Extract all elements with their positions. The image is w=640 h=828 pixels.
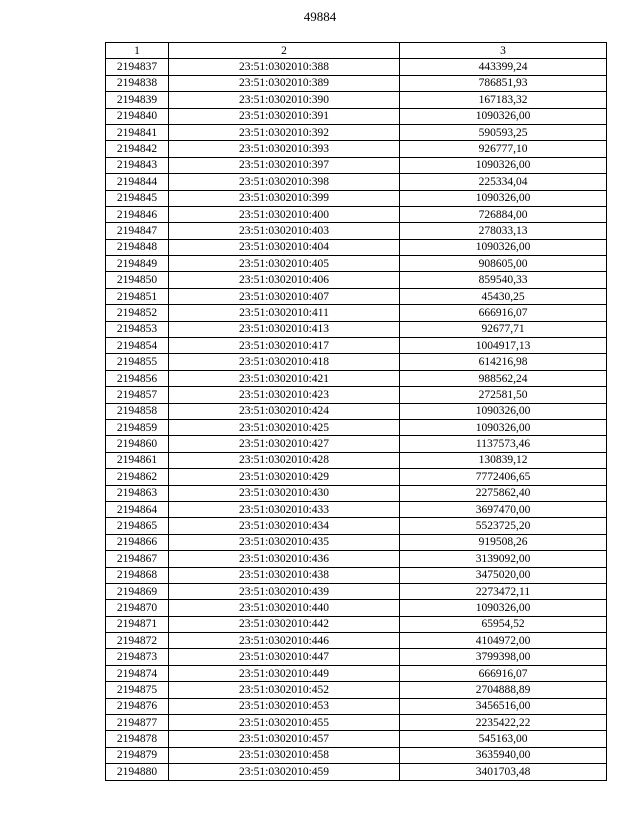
row-number-cell: 2194855 [106,354,169,370]
cadastral-number-cell: 23:51:0302010:452 [169,682,400,698]
value-cell: 3456516,00 [400,698,607,714]
value-cell: 92677,71 [400,321,607,337]
value-cell: 3697470,00 [400,501,607,517]
cadastral-number-cell: 23:51:0302010:399 [169,190,400,206]
cadastral-number-cell: 23:51:0302010:389 [169,75,400,91]
value-cell: 1090326,00 [400,157,607,173]
row-number-cell: 2194865 [106,518,169,534]
value-cell: 614216,98 [400,354,607,370]
table-row [106,469,607,485]
table-row [106,370,607,386]
value-cell: 1090326,00 [400,419,607,435]
row-number-cell: 2194873 [106,649,169,665]
cadastral-number-cell: 23:51:0302010:400 [169,206,400,222]
cadastral-number-cell: 23:51:0302010:455 [169,715,400,731]
table-row [106,715,607,731]
value-cell: 167183,32 [400,92,607,108]
value-cell: 4104972,00 [400,633,607,649]
table-row [106,124,607,140]
cadastral-number-cell: 23:51:0302010:421 [169,370,400,386]
value-cell: 3635940,00 [400,747,607,763]
row-number-cell: 2194846 [106,206,169,222]
cadastral-number-cell: 23:51:0302010:449 [169,665,400,681]
cadastral-number-cell: 23:51:0302010:403 [169,223,400,239]
row-number-cell: 2194853 [106,321,169,337]
table-row [106,764,607,780]
value-cell: 786851,93 [400,75,607,91]
value-cell: 3475020,00 [400,567,607,583]
cadastral-number-cell: 23:51:0302010:446 [169,633,400,649]
table-row [106,534,607,550]
cadastral-number-cell: 23:51:0302010:430 [169,485,400,501]
value-cell: 1004917,13 [400,338,607,354]
row-number-cell: 2194854 [106,338,169,354]
value-cell: 1090326,00 [400,190,607,206]
cadastral-number-cell: 23:51:0302010:405 [169,256,400,272]
row-number-cell: 2194878 [106,731,169,747]
table-row [106,403,607,419]
value-cell: 1090326,00 [400,239,607,255]
table-row [106,616,607,632]
data-table [105,42,607,781]
row-number-cell: 2194857 [106,387,169,403]
row-number-cell: 2194862 [106,469,169,485]
row-number-cell: 2194859 [106,419,169,435]
value-cell: 545163,00 [400,731,607,747]
value-cell: 590593,25 [400,124,607,140]
cadastral-number-cell: 23:51:0302010:406 [169,272,400,288]
value-cell: 2235422,22 [400,715,607,731]
table-row [106,485,607,501]
cadastral-number-cell: 23:51:0302010:436 [169,551,400,567]
table-row [106,321,607,337]
table-row [106,665,607,681]
cadastral-number-cell: 23:51:0302010:434 [169,518,400,534]
cadastral-number-cell: 23:51:0302010:418 [169,354,400,370]
table-row [106,174,607,190]
value-cell: 988562,24 [400,370,607,386]
value-cell: 65954,52 [400,616,607,632]
table-row [106,305,607,321]
page-number: 49884 [303,9,337,24]
row-number-cell: 2194848 [106,239,169,255]
table-row [106,75,607,91]
value-cell: 2704888,89 [400,682,607,698]
row-number-cell: 2194871 [106,616,169,632]
row-number-cell: 2194870 [106,600,169,616]
table-row [106,288,607,304]
cadastral-number-cell: 23:51:0302010:438 [169,567,400,583]
cadastral-number-cell: 23:51:0302010:393 [169,141,400,157]
row-number-cell: 2194837 [106,59,169,75]
value-cell: 443399,24 [400,59,607,75]
row-number-cell: 2194839 [106,92,169,108]
table-row [106,731,607,747]
table-body [106,59,607,780]
cadastral-number-cell: 23:51:0302010:397 [169,157,400,173]
row-number-cell: 2194863 [106,485,169,501]
row-number-cell: 2194877 [106,715,169,731]
value-cell: 45430,25 [400,288,607,304]
value-cell: 225334,04 [400,174,607,190]
header-row [106,43,607,59]
cadastral-number-cell: 23:51:0302010:423 [169,387,400,403]
table-row [106,190,607,206]
cadastral-number-cell: 23:51:0302010:413 [169,321,400,337]
row-number-cell: 2194842 [106,141,169,157]
table-row [106,272,607,288]
table-row [106,698,607,714]
value-cell: 3401703,48 [400,764,607,780]
value-cell: 919508,26 [400,534,607,550]
table-row [106,338,607,354]
value-cell: 130839,12 [400,452,607,468]
cadastral-number-cell: 23:51:0302010:398 [169,174,400,190]
table-row [106,223,607,239]
cadastral-number-cell: 23:51:0302010:427 [169,436,400,452]
table-row [106,551,607,567]
cadastral-number-cell: 23:51:0302010:440 [169,600,400,616]
cadastral-number-cell: 23:51:0302010:442 [169,616,400,632]
table-row [106,501,607,517]
row-number-cell: 2194876 [106,698,169,714]
row-number-cell: 2194861 [106,452,169,468]
row-number-cell: 2194858 [106,403,169,419]
table-row [106,59,607,75]
value-cell: 859540,33 [400,272,607,288]
value-cell: 2273472,11 [400,583,607,599]
table-row [106,206,607,222]
table-row [106,567,607,583]
value-cell: 726884,00 [400,206,607,222]
cadastral-number-cell: 23:51:0302010:447 [169,649,400,665]
table-row [106,452,607,468]
row-number-cell: 2194856 [106,370,169,386]
cadastral-number-cell: 23:51:0302010:407 [169,288,400,304]
value-cell: 1090326,00 [400,108,607,124]
value-cell: 1137573,46 [400,436,607,452]
cadastral-number-cell: 23:51:0302010:457 [169,731,400,747]
row-number-cell: 2194845 [106,190,169,206]
table-row [106,108,607,124]
row-number-cell: 2194880 [106,764,169,780]
value-cell: 7772406,65 [400,469,607,485]
table-row [106,354,607,370]
row-number-cell: 2194851 [106,288,169,304]
cadastral-number-cell: 23:51:0302010:453 [169,698,400,714]
value-cell: 278033,13 [400,223,607,239]
table-header [106,43,607,59]
cadastral-number-cell: 23:51:0302010:411 [169,305,400,321]
cadastral-number-cell: 23:51:0302010:425 [169,419,400,435]
table-row [106,157,607,173]
column-header-1: 1 [106,43,169,59]
value-cell: 1090326,00 [400,403,607,419]
cadastral-number-cell: 23:51:0302010:459 [169,764,400,780]
value-cell: 3799398,00 [400,649,607,665]
row-number-cell: 2194838 [106,75,169,91]
cadastral-number-cell: 23:51:0302010:391 [169,108,400,124]
cadastral-number-cell: 23:51:0302010:392 [169,124,400,140]
value-cell: 1090326,00 [400,600,607,616]
row-number-cell: 2194872 [106,633,169,649]
row-number-cell: 2194840 [106,108,169,124]
row-number-cell: 2194864 [106,501,169,517]
table-row [106,419,607,435]
row-number-cell: 2194841 [106,124,169,140]
table-row [106,633,607,649]
table-row [106,436,607,452]
row-number-cell: 2194869 [106,583,169,599]
row-number-cell: 2194844 [106,174,169,190]
cadastral-number-cell: 23:51:0302010:435 [169,534,400,550]
table-row [106,239,607,255]
row-number-cell: 2194867 [106,551,169,567]
value-cell: 2275862,40 [400,485,607,501]
cadastral-number-cell: 23:51:0302010:429 [169,469,400,485]
row-number-cell: 2194875 [106,682,169,698]
table-row [106,682,607,698]
row-number-cell: 2194879 [106,747,169,763]
cadastral-number-cell: 23:51:0302010:390 [169,92,400,108]
value-cell: 908605,00 [400,256,607,272]
cadastral-number-cell: 23:51:0302010:404 [169,239,400,255]
table-row [106,387,607,403]
table-row [106,583,607,599]
row-number-cell: 2194868 [106,567,169,583]
row-number-cell: 2194866 [106,534,169,550]
row-number-cell: 2194849 [106,256,169,272]
table-row [106,518,607,534]
column-header-3: 3 [400,43,607,59]
table-row [106,256,607,272]
table-row [106,141,607,157]
cadastral-number-cell: 23:51:0302010:428 [169,452,400,468]
value-cell: 926777,10 [400,141,607,157]
cadastral-number-cell: 23:51:0302010:424 [169,403,400,419]
value-cell: 3139092,00 [400,551,607,567]
table-row [106,649,607,665]
cadastral-number-cell: 23:51:0302010:439 [169,583,400,599]
row-number-cell: 2194847 [106,223,169,239]
row-number-cell: 2194852 [106,305,169,321]
row-number-cell: 2194860 [106,436,169,452]
column-header-2: 2 [169,43,400,59]
row-number-cell: 2194843 [106,157,169,173]
cadastral-number-cell: 23:51:0302010:458 [169,747,400,763]
cadastral-number-cell: 23:51:0302010:388 [169,59,400,75]
value-cell: 666916,07 [400,305,607,321]
table-row [106,92,607,108]
table-row [106,747,607,763]
value-cell: 666916,07 [400,665,607,681]
table-row [106,600,607,616]
cadastral-number-cell: 23:51:0302010:417 [169,338,400,354]
cadastral-number-cell: 23:51:0302010:433 [169,501,400,517]
value-cell: 272581,50 [400,387,607,403]
row-number-cell: 2194874 [106,665,169,681]
value-cell: 5523725,20 [400,518,607,534]
row-number-cell: 2194850 [106,272,169,288]
